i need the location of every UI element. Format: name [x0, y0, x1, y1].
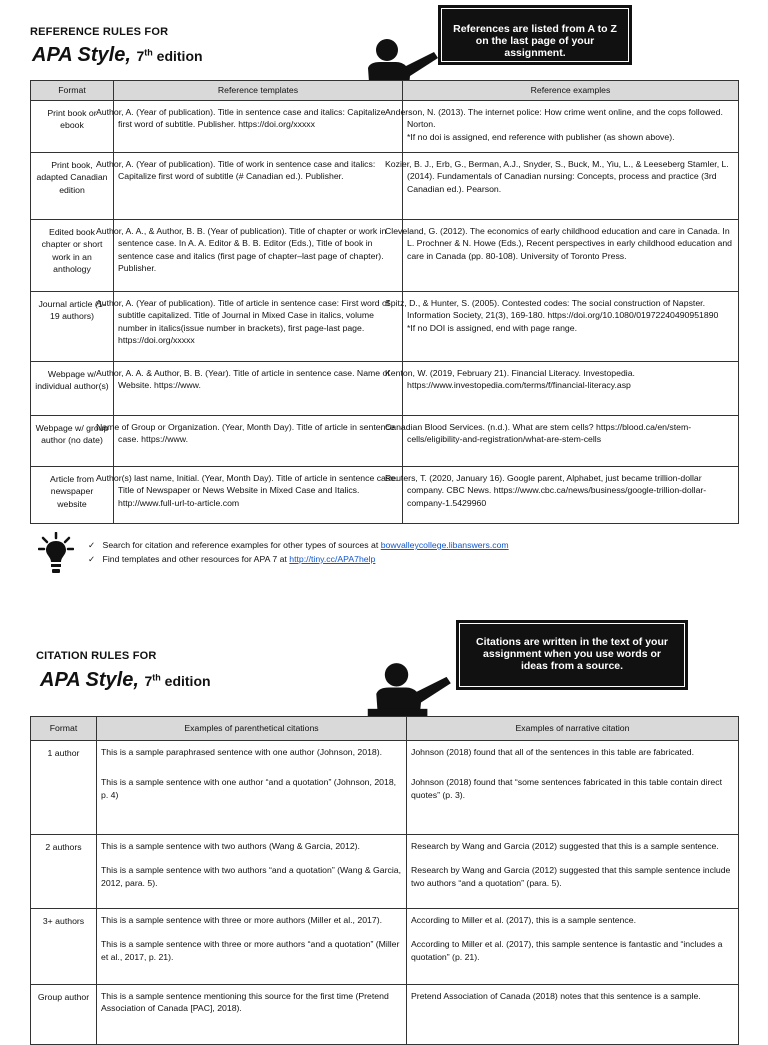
reference-format-cell: Webpage w/ group author (no date) — [31, 416, 114, 467]
table-row — [31, 741, 739, 835]
reference-template-cell: Author, A. (Year of publication). Title in sentence case and italics: Capitalize first word of subtitle. Publisher. https://doi.org/xxxxx — [114, 101, 403, 153]
reference-example-cell: Cleveland, G. (2012). The economics of early childhood education and care in Canada. In L. Prochner & N. Howe (Eds.), Recent perspectives in early childhood education and care in Canada (pp. 80-108). University of Toronto Press. — [403, 220, 739, 292]
citation-small-heading: CITATION RULES FOR — [36, 650, 157, 662]
reference-header-examples: Reference examples — [403, 81, 739, 101]
citation-parenthetical-cell: This is a sample paraphrased sentence with one author (Johnson, 2018). This is a sample sentence with one author “and a quotation” (Johnson, 2018, p. 4) — [97, 741, 407, 835]
reference-template-cell: Author, A. A., & Author, B. B. (Year of publication). Title of chapter or work in sentence case. In A. A. Editor & B. B. Editor (Eds.), Title of book in sentence case and italics (first page of chapter–last page of chapter). Publisher. — [114, 220, 403, 292]
citation-edition-word: edition — [164, 673, 211, 689]
libanswers-link[interactable]: bowvalleycollege.libanswers.com — [380, 540, 509, 550]
reference-header-templates: Reference templates — [114, 81, 403, 101]
table-row — [31, 362, 739, 416]
table-row — [31, 220, 739, 292]
citation-title — [40, 669, 211, 692]
citation-narrative-cell: Johnson (2018) found that all of the sentences in this table are fabricated. Johnson (2018) found that “some sentences fabricated in this table contain direct quotes” (p. 3). — [407, 741, 739, 835]
checkmark-icon: ✓ — [88, 540, 96, 550]
reference-example-cell: Anderson, N. (2013). The internet police: How crime went online, and the cops followed. Norton. *If no doi is assigned, end reference with publisher (as shown above). — [403, 101, 739, 153]
reference-template-cell: Author, A. A. & Author, B. B. (Year). Title of article in sentence case. Name of Website. https://www. — [114, 362, 403, 416]
citation-title-main: APA Style, — [40, 669, 139, 691]
citation-edition-num: 7 — [144, 673, 153, 689]
reference-format-cell: Journal article (1-19 authors) — [31, 292, 114, 362]
citation-narrative-cell: According to Miller et al. (2017), this is a sample sentence. According to Miller et al. (2017), this sample sentence is fantastic and “includes a quotation” (p. 21). — [407, 909, 739, 985]
citation-parenthetical-cell: This is a sample sentence with two authors (Wang & Garcia, 2012). This is a sample sentence with two authors “and a quotation” (Wang & Garcia, 2012, para. 5). — [97, 835, 407, 909]
table-row — [31, 467, 739, 524]
reference-format-cell: Webpage w/ individual author(s) — [31, 362, 114, 416]
reference-format-cell: Print book or ebook — [31, 101, 114, 153]
citation-header-parenthetical: Examples of parenthetical citations — [97, 717, 407, 741]
reference-title — [32, 44, 203, 67]
table-row — [31, 835, 739, 909]
reference-example-cell: Kozier, B. J., Erb, G., Berman, A.J., Snyder, S., Buck, M., Yiu, L., & Leeseberg Stamler, L. (2014). Fundamentals of Canadian nursing: Concepts, process and practice (3rd Canadian ed.). Pearson. — [403, 153, 739, 220]
table-row — [31, 101, 739, 153]
citation-format-cell: 2 authors — [31, 835, 97, 909]
reference-header-format: Format — [31, 81, 114, 101]
citation-format-cell: 1 author — [31, 741, 97, 835]
reference-table — [30, 80, 739, 524]
tip-templates: ✓ Find templates and other resources for APA 7 at http://tiny.cc/APA7help — [88, 554, 376, 564]
reference-template-cell: Name of Group or Organization. (Year, Month Day). Title of article in sentence case. https://www. — [114, 416, 403, 467]
reference-template-cell: Author(s) last name, Initial. (Year, Month Day). Title of article in sentence case. Title of Newspaper or News Website in Mixed Case and Italics. http://www.full-url-to-article.com — [114, 467, 403, 524]
citation-parenthetical-cell: This is a sample sentence with three or more authors (Miller et al., 2017). This is a sample sentence with three or more authors “and a quotation” (Miller et al., 2017, p. 21). — [97, 909, 407, 985]
tip-search: ✓ Search for citation and reference examples for other types of sources at bowvalleycollege.libanswers.com — [88, 540, 509, 550]
citation-board: Citations are written in the text of your assignment when you use words or ideas from a source. — [456, 620, 688, 690]
tips-list — [88, 538, 509, 566]
citation-format-cell: Group author — [31, 985, 97, 1045]
citation-header-narrative: Examples of narrative citation — [407, 717, 739, 741]
reference-edition-sup: th — [144, 47, 153, 58]
citation-narrative-cell: Pretend Association of Canada (2018) notes that this sentence is a sample. — [407, 985, 739, 1045]
reference-example-cell: Kenton, W. (2019, February 21). Financial Literacy. Investopedia. https://www.investopedia.com/terms/f/financial-literacy.asp — [403, 362, 739, 416]
reference-board: References are listed from A to Z on the last page of your assignment. — [438, 5, 632, 65]
reference-example-cell: Reuters, T. (2020, January 16). Google parent, Alphabet, just became trillion-dollar company. CBC News. https://www.cbc.ca/news/business/google-trillion-dollar-company-1.5429960 — [403, 467, 739, 524]
reference-title-main: APA Style, — [32, 44, 131, 66]
table-row — [31, 292, 739, 362]
reference-example-cell: Spitz, D., & Hunter, S. (2005). Contested codes: The social construction of Napster. Information Society, 21(3), 169-180. https://doi.org/10.1080/01972240490951890 *If no DOI is assigned, end with page range. — [403, 292, 739, 362]
reference-edition-word: edition — [156, 48, 203, 64]
reference-example-cell: Canadian Blood Services. (n.d.). What are stem cells? https://blood.ca/en/stem-cells/eligibility-and-registration/what-are-stem-cells — [403, 416, 739, 467]
reference-small-heading: REFERENCE RULES FOR — [30, 26, 169, 38]
reference-format-cell: Edited book chapter or short work in an anthology — [31, 220, 114, 292]
citation-format-cell: 3+ authors — [31, 909, 97, 985]
citation-header-format: Format — [31, 717, 97, 741]
citation-parenthetical-cell: This is a sample sentence mentioning this source for the first time (Pretend Association of Canada [PAC], 2018). — [97, 985, 407, 1045]
table-row — [31, 985, 739, 1045]
citation-narrative-cell: Research by Wang and Garcia (2012) suggested that this is a sample sentence. Research by Wang and Garcia (2012) suggested that this sample sentence include two authors “and a quotation” (para. 5). — [407, 835, 739, 909]
table-row — [31, 416, 739, 467]
table-row — [31, 909, 739, 985]
checkmark-icon: ✓ — [88, 554, 96, 564]
reference-template-cell: Author, A. (Year of publication). Title of work in sentence case and italics: Capitalize first word of subtitle (# Canadian ed.). Publisher. — [114, 153, 403, 220]
reference-note: *If no DOI is assigned, end with page range. — [407, 322, 577, 333]
citation-table — [30, 716, 739, 1045]
table-row — [31, 153, 739, 220]
reference-note: *If no doi is assigned, end reference with publisher (as shown above). — [407, 131, 675, 142]
citation-edition-sup: th — [152, 672, 161, 683]
reference-template-cell: Author, A. (Year of publication). Title of article in sentence case: First word of subtitle capitalized. Title of Journal in Mixed Case in italics, volume number in italics(issue number in brackets), first page-last page. https://doi.org/xxxxx — [114, 292, 403, 362]
reference-edition-num: 7 — [136, 48, 145, 64]
reference-format-cell: Article from newspaper website — [31, 467, 114, 524]
lightbulb-icon — [38, 532, 74, 574]
apa7help-link[interactable]: http://tiny.cc/APA7help — [289, 554, 376, 564]
reference-format-cell: Print book, adapted Canadian edition — [31, 153, 114, 220]
